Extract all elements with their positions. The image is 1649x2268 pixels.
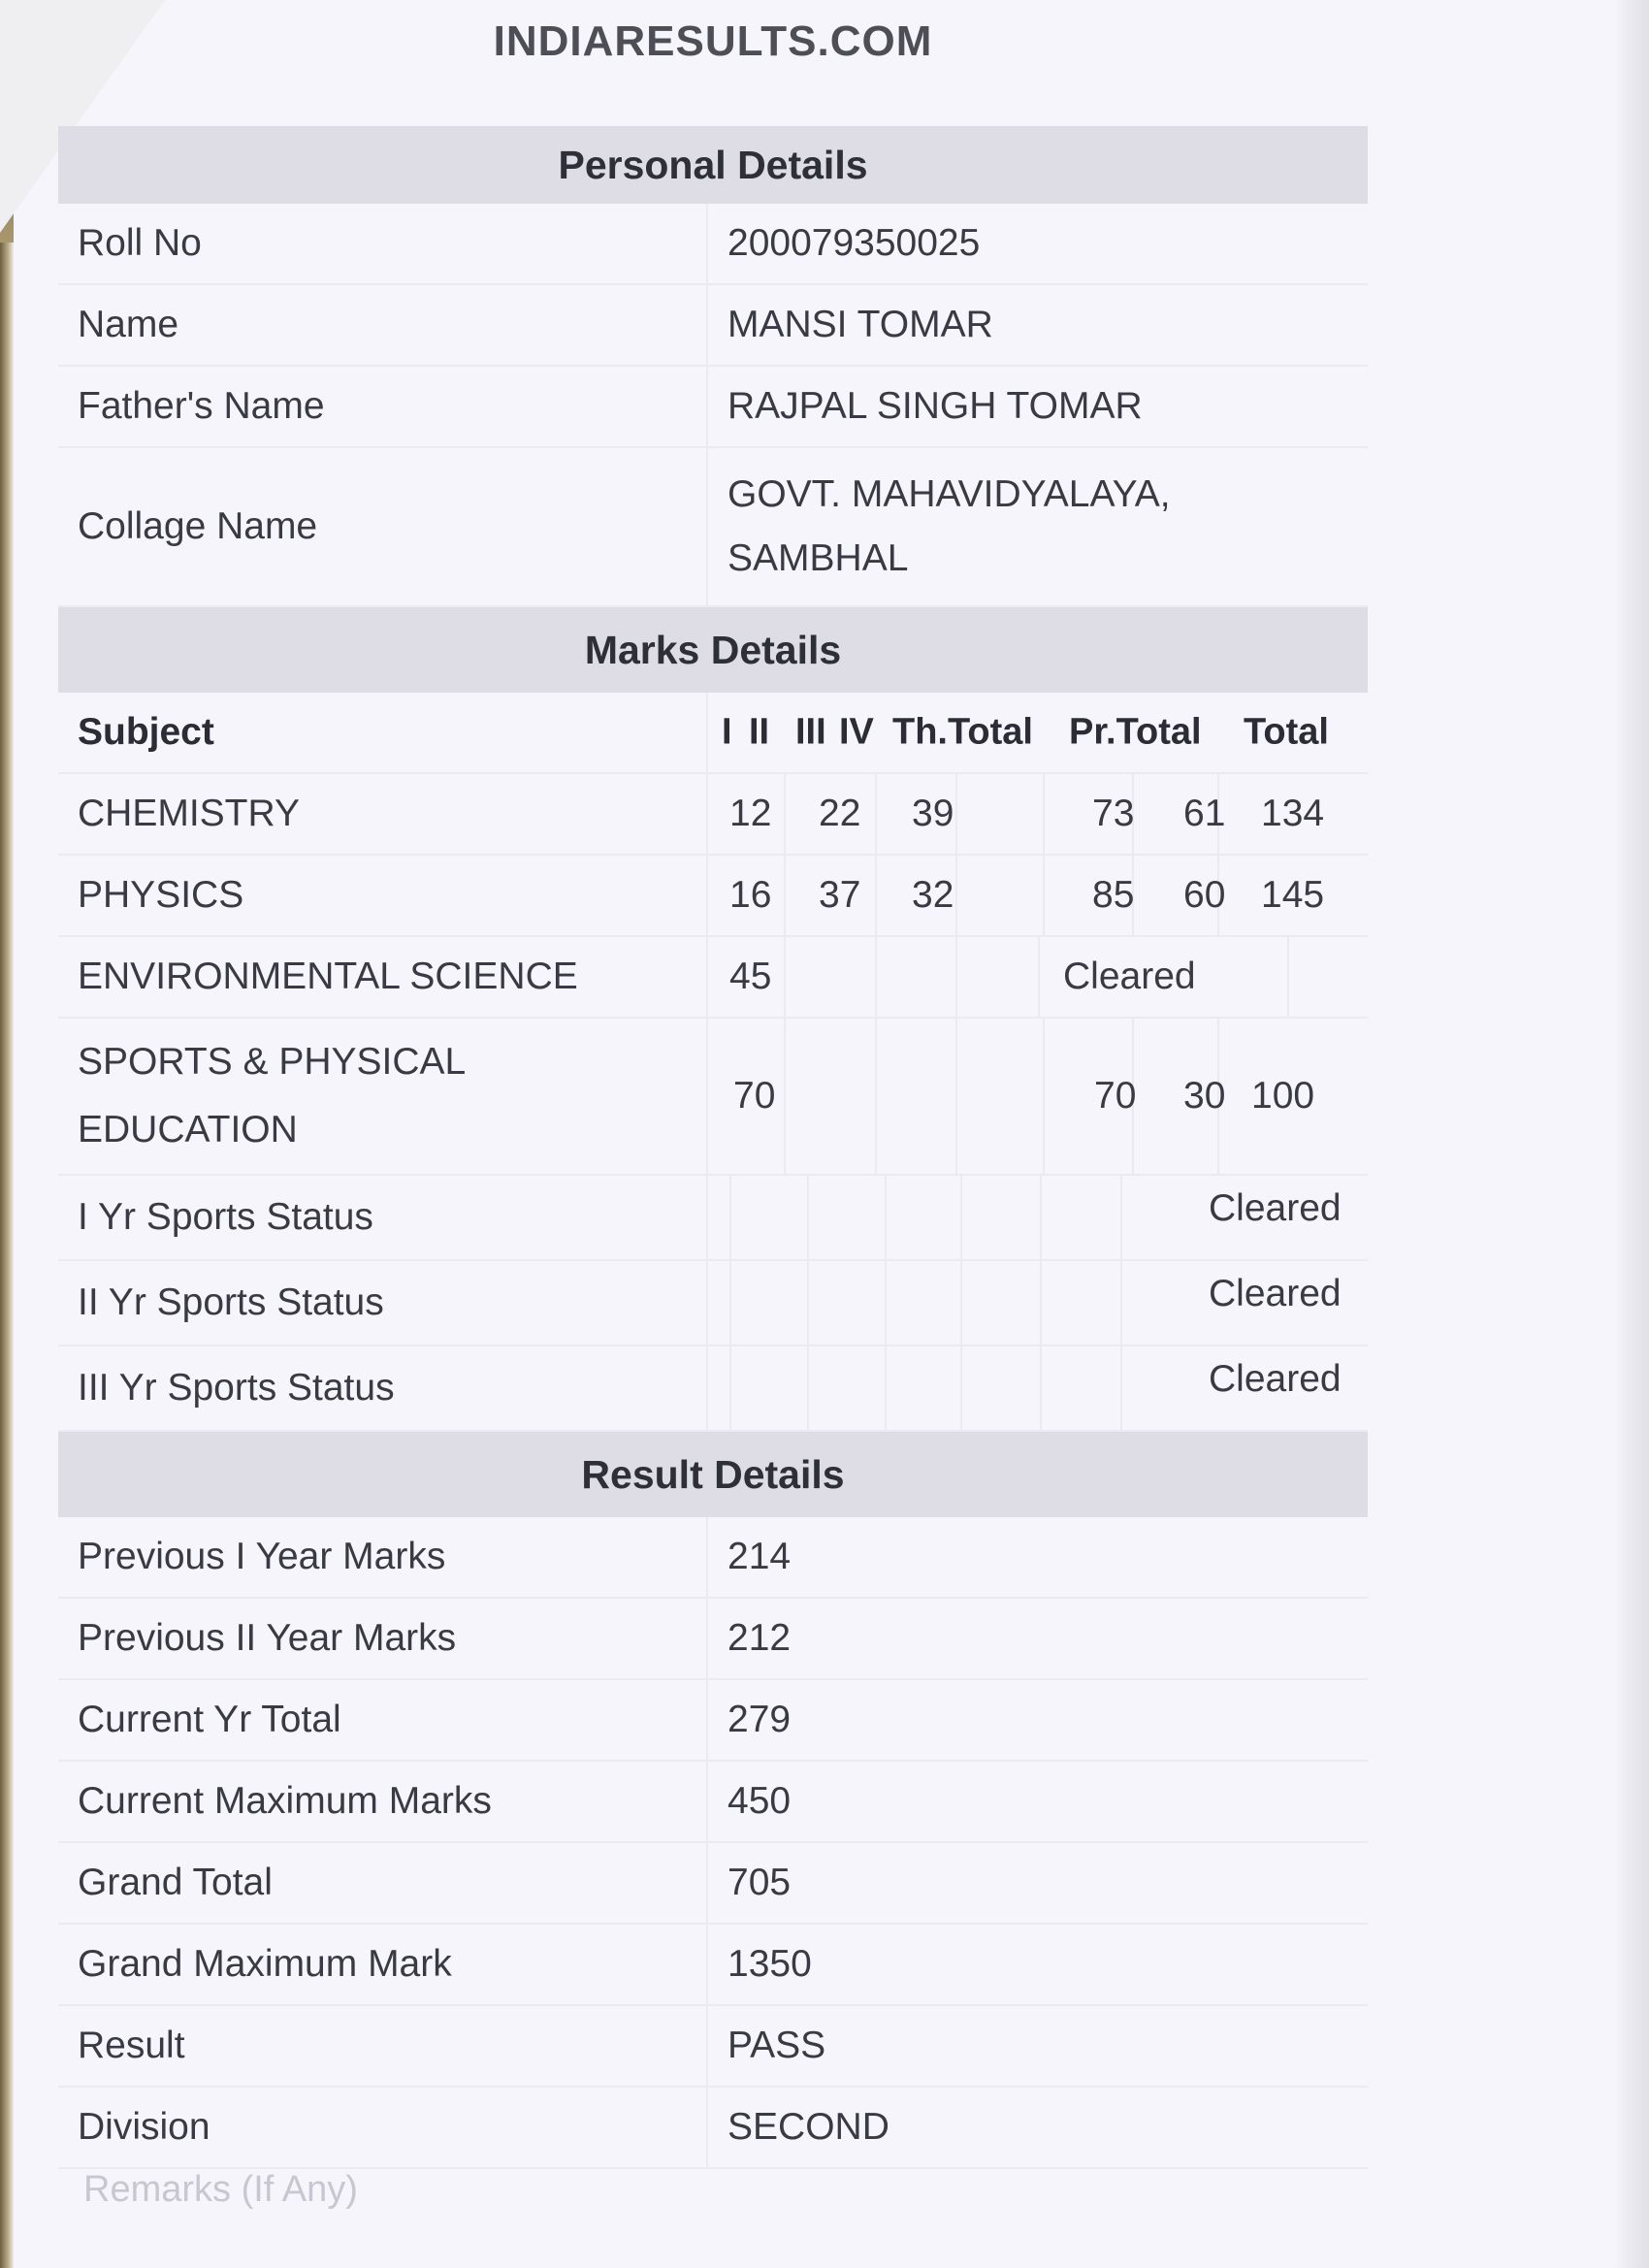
current-max-marks-label: Current Maximum Marks [58, 1762, 708, 1841]
sports-status-1-label: I Yr Sports Status [58, 1176, 708, 1259]
college-row [58, 448, 1368, 607]
environmental-science-row [58, 937, 1368, 1019]
env-science-subject: ENVIRONMENTAL SCIENCE [58, 937, 708, 1017]
college-label: Collage Name [58, 448, 708, 605]
col-i-header: I [722, 711, 732, 753]
marks-details-heading: Marks Details [58, 607, 1368, 693]
name-label: Name [58, 285, 708, 365]
col-ii-header: II [749, 711, 770, 753]
grand-total-value: 705 [728, 1862, 792, 1903]
prev-i-year-value: 214 [728, 1536, 792, 1577]
prev-ii-year-label: Previous II Year Marks [58, 1599, 708, 1678]
division-row [58, 2088, 1368, 2169]
current-max-marks-row [58, 1762, 1368, 1843]
current-yr-total-label: Current Yr Total [58, 1680, 708, 1760]
sports-status-2-label: II Yr Sports Status [58, 1261, 708, 1345]
sports-subject [58, 1019, 708, 1174]
grand-max-mark-row [58, 1925, 1368, 2006]
roll-no-row [58, 204, 1368, 285]
grand-max-mark-label: Grand Maximum Mark [58, 1925, 708, 2004]
sports-status-row-3 [58, 1346, 1368, 1432]
col-iv-header: IV [839, 711, 874, 753]
prev-i-year-row [58, 1517, 1368, 1599]
current-yr-total-row [58, 1680, 1368, 1762]
sports-pr-total: 30 [1183, 1075, 1226, 1117]
physics-subject: PHYSICS [58, 856, 708, 935]
sports-status-row-1 [58, 1176, 1368, 1261]
current-yr-total-value: 279 [728, 1699, 792, 1740]
marks-header-row [58, 693, 1368, 774]
prev-ii-year-value: 212 [728, 1617, 792, 1659]
sports-i: 70 [733, 1075, 776, 1117]
physics-ii: 37 [819, 874, 861, 916]
sports-total: 100 [1251, 1075, 1315, 1117]
sports-status-3-label: III Yr Sports Status [58, 1346, 708, 1430]
chemistry-total: 134 [1261, 793, 1325, 834]
site-brand: INDIARESULTS.COM [493, 17, 933, 65]
roll-no-label: Roll No [58, 204, 708, 283]
physics-pr-total: 60 [1183, 874, 1226, 916]
col-subject-header: Subject [58, 693, 708, 772]
chemistry-iii: 39 [912, 793, 954, 834]
physics-iii: 32 [912, 874, 954, 916]
col-th-total-header: Th.Total [892, 711, 1033, 753]
sports-status-3-value: Cleared [1209, 1358, 1342, 1401]
result-sheet [58, 126, 1368, 2169]
personal-details-heading: Personal Details [58, 126, 1368, 204]
physics-i: 16 [729, 874, 772, 916]
name-value: MANSI TOMAR [728, 304, 993, 345]
division-label: Division [58, 2088, 708, 2167]
father-name-value: RAJPAL SINGH TOMAR [728, 385, 1143, 427]
col-pr-total-header: Pr.Total [1069, 711, 1202, 753]
sports-subject-line-1: SPORTS & PHYSICAL [78, 1041, 467, 1083]
grand-total-row [58, 1843, 1368, 1925]
father-name-label: Father's Name [58, 367, 708, 446]
college-line-1: GOVT. MAHAVIDYALAYA, [728, 473, 1171, 515]
remarks-label: Remarks (If Any) [83, 2169, 358, 2210]
col-total-header: Total [1244, 711, 1329, 753]
chemistry-pr-total: 61 [1183, 793, 1226, 834]
grand-total-label: Grand Total [58, 1843, 708, 1923]
sports-subject-line-2: EDUCATION [78, 1109, 298, 1150]
chemistry-i: 12 [729, 793, 772, 834]
result-label: Result [58, 2006, 708, 2086]
current-max-marks-value: 450 [728, 1780, 792, 1822]
chemistry-ii: 22 [819, 793, 861, 834]
env-science-status: Cleared [1063, 956, 1196, 997]
result-value: PASS [728, 2025, 826, 2066]
result-details-heading: Result Details [58, 1432, 1368, 1517]
physics-row [58, 856, 1368, 937]
father-name-row [58, 367, 1368, 448]
sports-th-total: 70 [1094, 1075, 1137, 1117]
college-value [708, 448, 1368, 605]
scan-edge-right [1614, 0, 1649, 2268]
scan-edge-left [0, 0, 14, 2268]
physics-total: 145 [1261, 874, 1325, 916]
col-iii-header: III [795, 711, 826, 753]
chemistry-th-total: 73 [1092, 793, 1135, 834]
chemistry-row [58, 774, 1368, 856]
roll-no-value: 200079350025 [728, 222, 981, 264]
env-science-i: 45 [729, 956, 772, 997]
result-row [58, 2006, 1368, 2088]
grand-max-mark-value: 1350 [728, 1943, 812, 1985]
college-line-2: SAMBHAL [728, 537, 909, 579]
prev-ii-year-row [58, 1599, 1368, 1680]
chemistry-subject: CHEMISTRY [58, 774, 708, 854]
sports-status-2-value: Cleared [1209, 1273, 1342, 1315]
sports-status-1-value: Cleared [1209, 1187, 1342, 1230]
sports-row [58, 1019, 1368, 1176]
prev-i-year-label: Previous I Year Marks [58, 1517, 708, 1597]
name-row [58, 285, 1368, 367]
division-value: SECOND [728, 2106, 889, 2148]
physics-th-total: 85 [1092, 874, 1135, 916]
sports-status-row-2 [58, 1261, 1368, 1346]
